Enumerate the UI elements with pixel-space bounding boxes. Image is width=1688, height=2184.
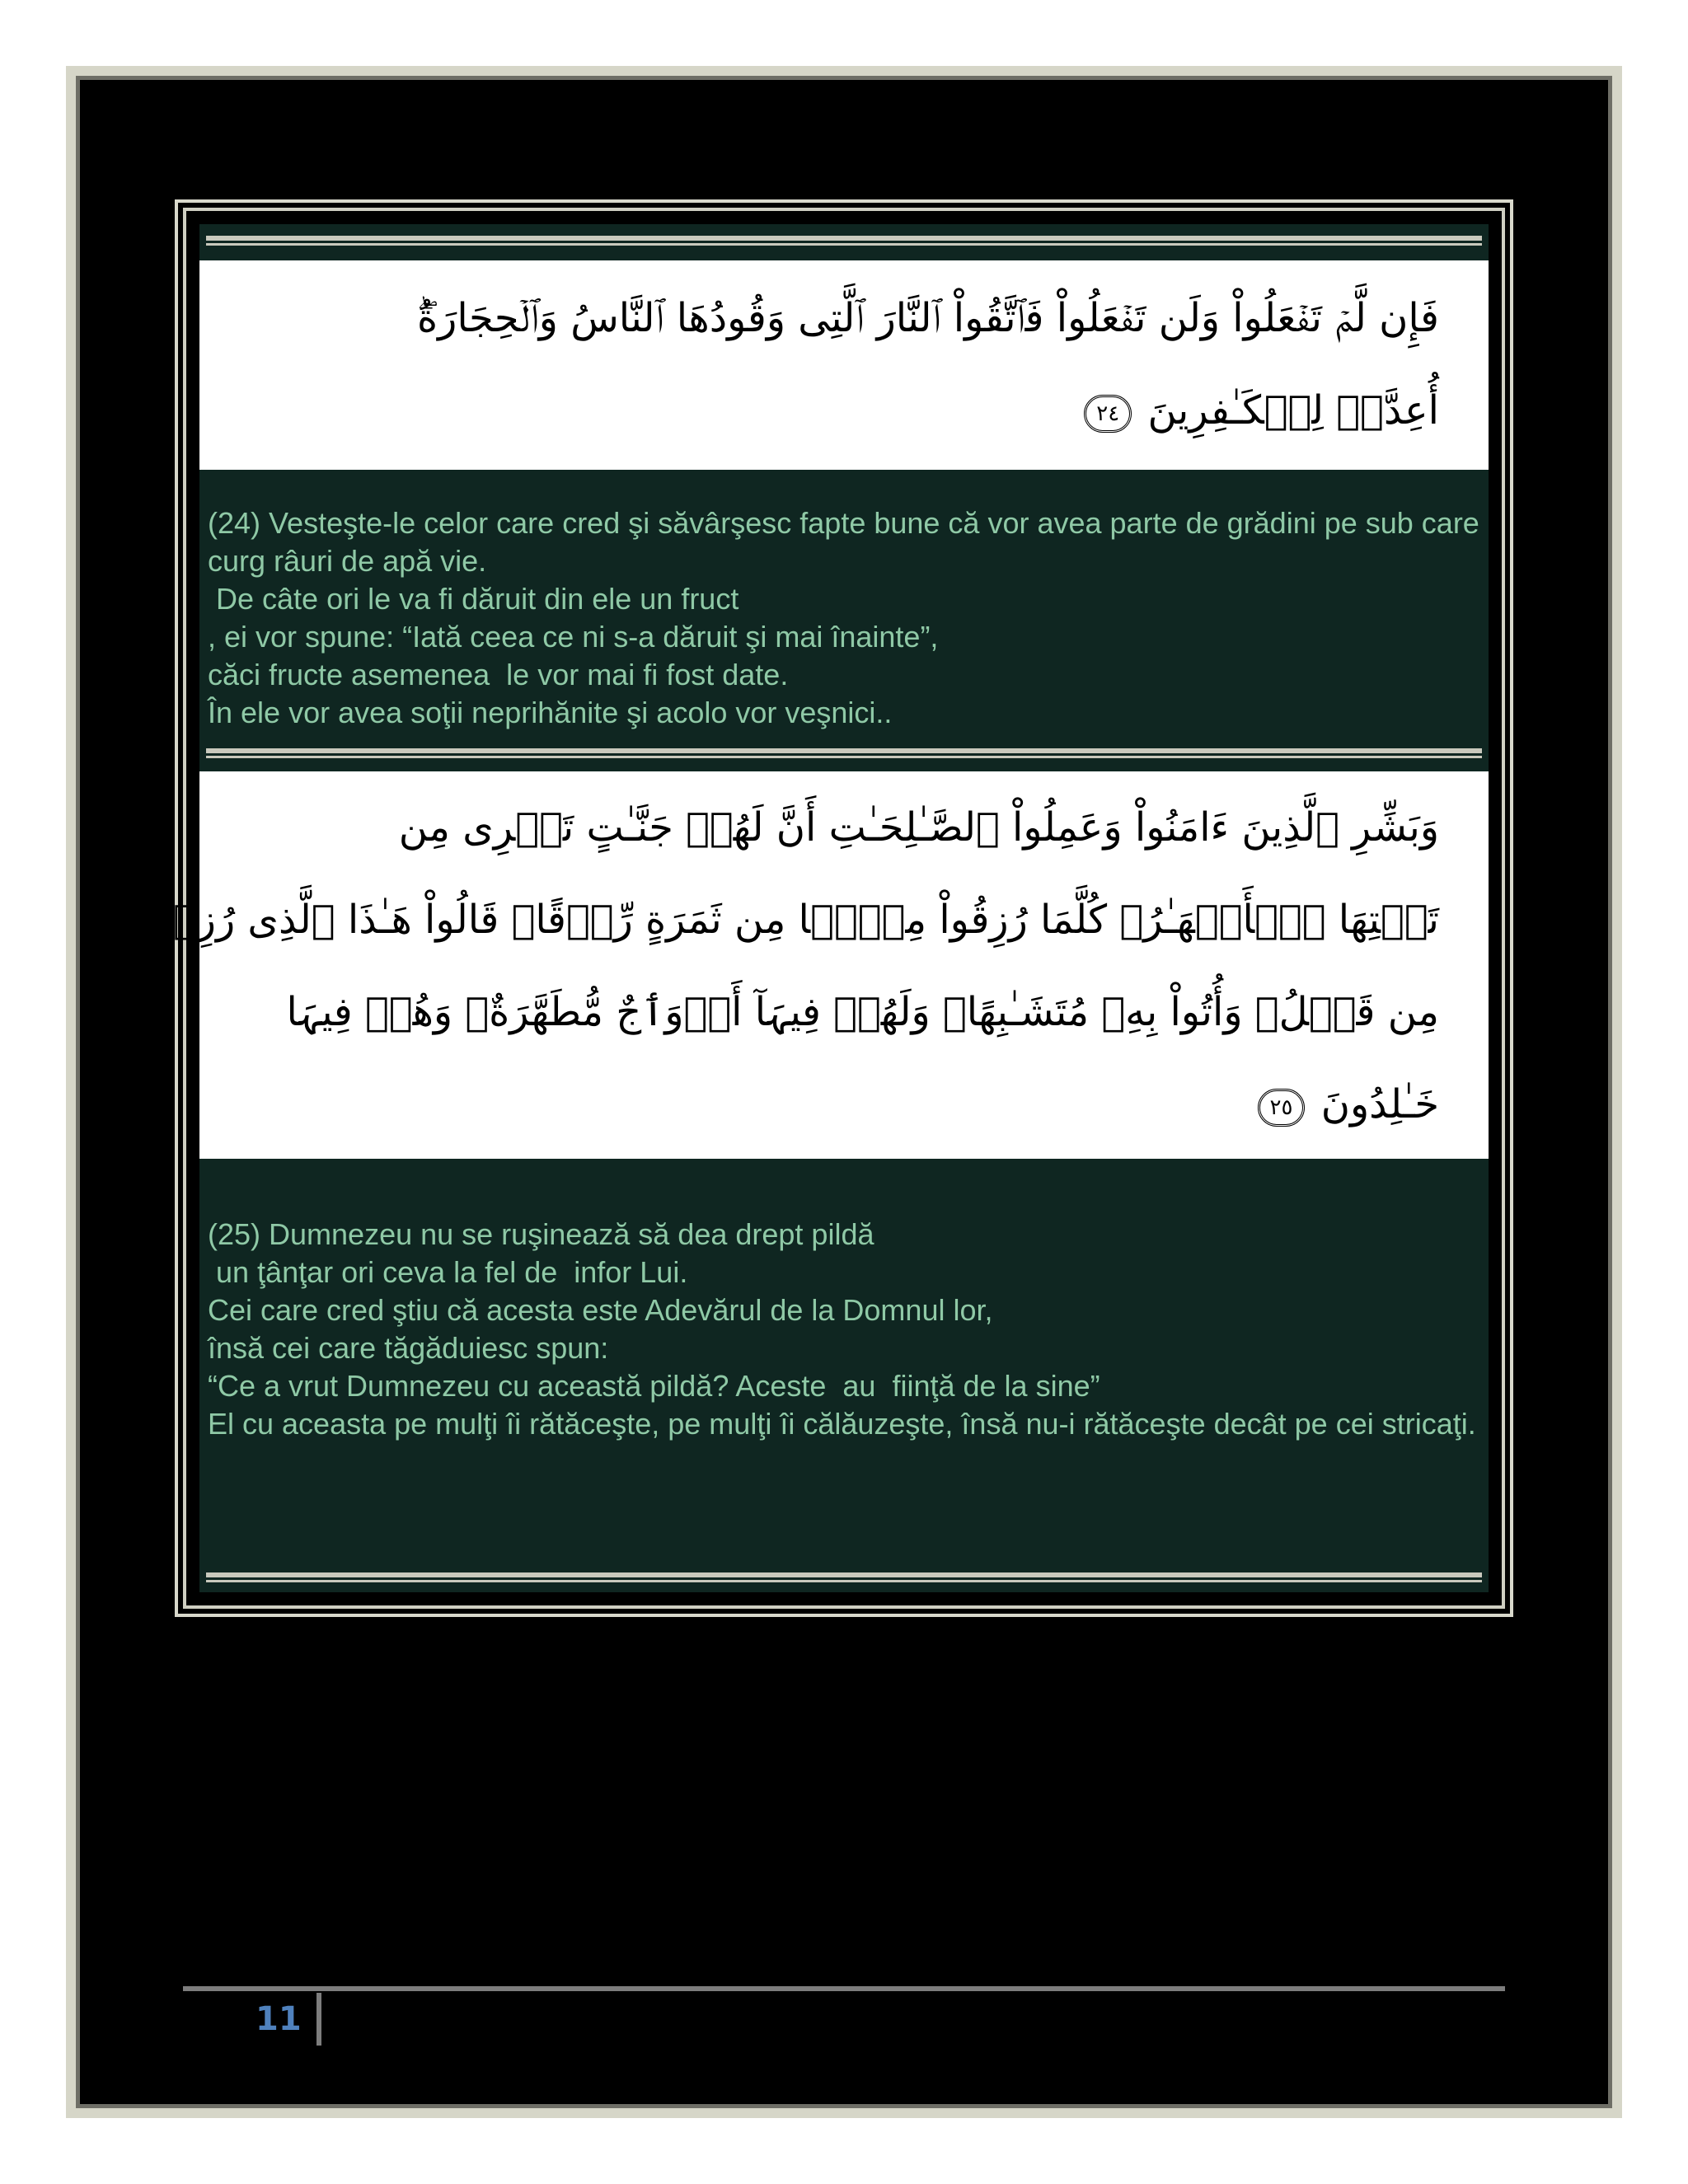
arabic-line: وَبَشِّرِ ٱلَّذِينَ ءَامَنُواْ وَعَمِلُواْ ٱلصَّـٰلِحَـٰتِ أَنَّ لَهُمۡ جَنَّـٰتٍ تَجۡرِى مِن <box>398 804 1439 851</box>
page-number: 11 <box>256 2000 302 2038</box>
translation-line: “Ce a vrut Dumnezeu cu această pildă? Aceste au fiinţă de la sine” <box>208 1369 1100 1403</box>
translation-line: un ţânţar ori ceva la fel de infor Lui. <box>208 1255 688 1289</box>
middle-divider <box>206 748 1482 760</box>
translation-line: El cu aceasta pe mulţi îi rătăceşte, pe mulţi îi călăuzeşte, însă nu-i rătăceşte decât pe cei stricaţi. <box>208 1407 1476 1441</box>
arabic-line: فَإِن لَّمۡ تَفۡعَلُواْ وَلَن تَفۡعَلُواْ فَٱتَّقُواْ ٱلنَّارَ ٱلَّتِى وَقُودُهَا ٱلنَّاسُ وَٱلۡحِجَارَةُ‌ۖ <box>416 295 1439 341</box>
arabic-line <box>199 364 1439 457</box>
translation-line: De câte ori le va fi dăruit din ele un fruct <box>208 582 739 616</box>
arabic-line: مِن قَبۡلُ‌ۖ وَأُتُواْ بِهِۦ مُتَشَـٰبِهًا‌ۖ وَلَهُمۡ فِيہَآ أَزۡوَٲجٌ مُّطَهَّرَةٌ‌ۖ وَهُمۡ فِيہَا <box>286 989 1439 1035</box>
arabic-line: تَحۡتِهَا ٱلۡأَنۡهَـٰرُ‌ۖ كُلَّمَا رُزِقُواْ مِنۡہَا مِن ثَمَرَةٍ رِّزۡقًا‌ۙ قَالُواْ هَـٰذَا ٱلَّذِى رُزِقۡنَا <box>125 897 1439 943</box>
translation-line: (25) Dumnezeu nu se ruşinează să dea drept pildă <box>208 1217 874 1251</box>
top-divider <box>206 236 1482 247</box>
arabic-line <box>199 1058 1439 1151</box>
verse-25-translation <box>208 1216 1480 1443</box>
content-panel <box>125 199 1513 1617</box>
translation-line: , ei vor spune: “Iată ceea ce ni s-a dăruit şi mai înainte”, <box>208 620 939 654</box>
verse-25-arabic <box>125 771 1489 1159</box>
verse-24-arabic <box>199 260 1489 470</box>
translation-line: însă cei care tăgăduiesc spun: <box>208 1331 609 1365</box>
page-number-separator <box>316 1993 321 2046</box>
ayah-number-marker: ٢٤ <box>1084 395 1132 433</box>
translation-line: (24) Vesteşte-le celor care cred şi săvârşesc fapte bune că vor avea parte de grădini pe sub care curg râuri de apă vie. <box>208 506 1479 578</box>
translation-line: căci fructe asemenea le vor mai fi fost date. <box>208 658 789 691</box>
footer-rule <box>183 1986 1505 1991</box>
translation-line: În ele vor avea soţii neprihănite şi acolo vor veşnici.. <box>208 696 893 729</box>
content-panel-body <box>125 224 1489 1592</box>
arabic-line-text: أُعِدَّتۡ لِلۡكَـٰفِرِينَ <box>1147 387 1439 434</box>
translation-line: Cei care cred ştiu că acesta este Adevărul de la Domnul lor, <box>208 1293 993 1327</box>
bottom-divider <box>206 1572 1482 1584</box>
verse-24-translation <box>208 504 1480 732</box>
ayah-number-marker: ٢٥ <box>1258 1089 1306 1127</box>
arabic-line-text: خَـٰلِدُونَ <box>1320 1081 1439 1127</box>
content-panel-border <box>125 208 1505 1609</box>
